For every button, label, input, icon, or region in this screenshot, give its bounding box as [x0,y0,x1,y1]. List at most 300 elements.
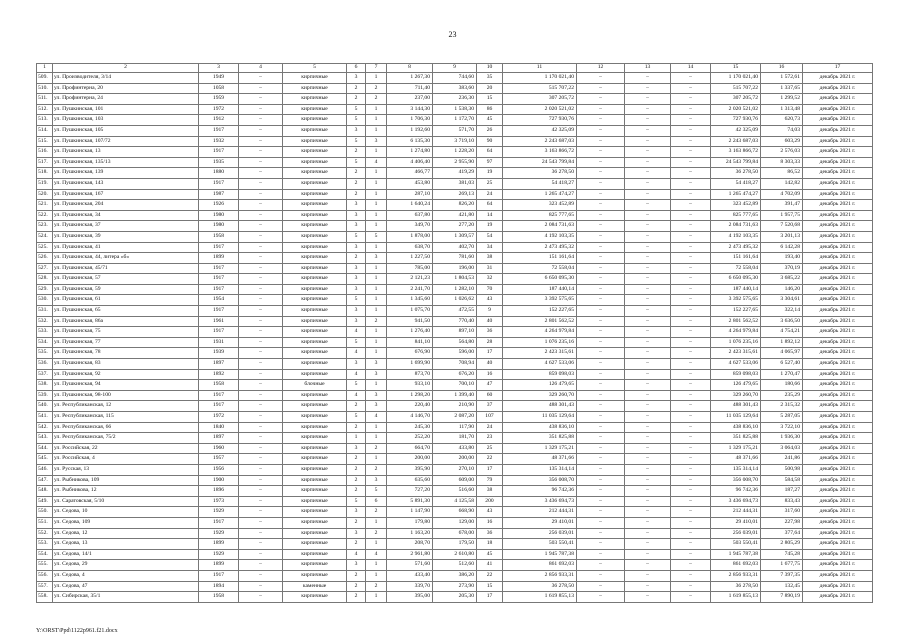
table-cell: – [625,348,671,359]
table-cell: 1917 [199,178,239,189]
table-cell: – [671,507,711,518]
table-cell: 323 452,89 [503,200,577,211]
table-cell: 511. [37,94,53,105]
table-cell: 825 777,65 [711,210,761,221]
table-cell: 269,13 [433,189,477,200]
table-cell: – [239,401,283,412]
table-cell: – [625,475,671,486]
table-cell: – [671,486,711,497]
table-cell: 2 [347,517,366,528]
table-row [37,496,873,507]
table-cell: 2 [347,147,366,158]
table-cell: 4 146,70 [387,412,433,423]
table-cell: – [625,464,671,475]
table-cell: 277,20 [433,221,477,232]
table-cell: – [625,359,671,370]
table-cell: 541. [37,412,53,423]
column-header: 3 [199,64,239,73]
table-cell: 4 406,40 [387,157,433,168]
table-cell: 1 619 855,13 [503,592,577,603]
table-cell: 187,27 [761,486,803,497]
table-cell: 509. [37,73,53,84]
table-cell: 15 [477,94,503,105]
table-cell: 307 205,72 [711,94,761,105]
table-cell: 558. [37,592,53,603]
table-cell: ул. Пушкинская, 83 [53,359,199,370]
table-cell: кирпичные [283,401,347,412]
table-cell: – [239,253,283,264]
table-cell: 1 075,70 [387,306,433,317]
table-cell: 6 527,40 [761,359,803,370]
table-cell: 31 [477,263,503,274]
table-cell: 97 [477,157,503,168]
table-cell: – [625,401,671,412]
table-cell: 381,03 [433,178,477,189]
table-cell: 2 856 933,31 [503,570,577,581]
table-cell: – [625,337,671,348]
table-cell: 351 825,88 [503,433,577,444]
table-row [37,295,873,306]
table-cell: 512. [37,104,53,115]
table-cell: 126 479,65 [503,380,577,391]
table-cell: 3 [347,507,366,518]
table-cell: 17 [477,348,503,359]
table-cell: 1 076 235,16 [711,337,761,348]
table-cell: – [577,316,625,327]
table-cell: – [577,412,625,423]
table-cell: 22 [477,454,503,465]
table-cell: 14 [477,210,503,221]
table-cell: 3 [366,136,387,147]
table-cell: 1987 [199,189,239,200]
table-cell: 3 [366,401,387,412]
table-cell: 933,10 [387,380,433,391]
table-cell: 1 [366,380,387,391]
table-cell: – [239,147,283,158]
table-row [37,327,873,338]
table-cell: 1 [366,178,387,189]
table-cell: ул. Пушкинская, 98-100 [53,390,199,401]
table-cell: ул. Пушкинская, 61 [53,295,199,306]
table-cell: 1 [366,422,387,433]
table-cell: 90 [477,136,503,147]
table-cell: – [577,200,625,211]
table-cell: 322,14 [761,306,803,317]
table-cell: 2 [366,316,387,327]
table-cell: 339,70 [387,581,433,592]
table-cell: 2 423 315,61 [711,348,761,359]
table-cell: 1 [366,348,387,359]
table-cell: 36 278,50 [711,581,761,592]
table-row [37,486,873,497]
table-cell: – [239,390,283,401]
table-cell: 873,70 [387,369,433,380]
table-cell: 5 [347,337,366,348]
table-cell: кирпичные [283,231,347,242]
table-cell: 1 276,40 [387,327,433,338]
table-cell: кирпичные [283,443,347,454]
table-cell: ул. Пушкинская, 92 [53,369,199,380]
table-row [37,549,873,560]
table-cell: декабрь 2021 г. [803,401,873,412]
table-cell: 152 227,65 [711,306,761,317]
table-cell: – [239,136,283,147]
table-cell: 2 [347,83,366,94]
table-cell: 36 278,50 [503,581,577,592]
table-cell: – [239,380,283,391]
table-cell: – [671,316,711,327]
table-cell: 135 314,14 [711,464,761,475]
table-cell: – [577,147,625,158]
table-cell: 1956 [199,464,239,475]
table-cell: 2 805,29 [761,539,803,550]
table-cell: – [577,295,625,306]
table-cell: 564,80 [433,337,477,348]
table-cell: 676,20 [433,369,477,380]
table-cell: – [577,274,625,285]
table-cell: 1 [366,454,387,465]
table-cell: ул. Республиканская, 66 [53,422,199,433]
table-cell: кирпичные [283,104,347,115]
table-cell: ул. Рыбникова, 109 [53,475,199,486]
table-cell: – [625,592,671,603]
table-row [37,284,873,295]
table-cell: 1899 [199,253,239,264]
table-row [37,83,873,94]
table-row [37,539,873,550]
table-cell: 107 [477,412,503,423]
table-cell: 1894 [199,581,239,592]
table-cell: 2 315,32 [761,401,803,412]
table-cell: 678,00 [433,528,477,539]
table-cell: ул. Республиканская, 115 [53,412,199,423]
table-cell: 1 [366,327,387,338]
table-row [37,263,873,274]
table-cell: 64 [477,200,503,211]
table-cell: 1958 [199,380,239,391]
table-row [37,433,873,444]
table-cell: 545. [37,454,53,465]
table-cell: 241,86 [761,454,803,465]
table-cell: 2 [347,592,366,603]
column-header: 13 [625,64,671,73]
table-cell: 1896 [199,486,239,497]
table-cell: – [671,592,711,603]
table-cell: – [671,454,711,465]
table-cell: 19 [477,221,503,232]
table-cell: декабрь 2021 г. [803,475,873,486]
table-cell: 1 619 855,13 [711,592,761,603]
table-cell: 897,10 [433,327,477,338]
table-cell: 1 [366,263,387,274]
table-cell: – [625,327,671,338]
table-cell: – [625,496,671,507]
table-cell: – [577,581,625,592]
column-header: 7 [366,64,387,73]
table-cell: декабрь 2021 г. [803,115,873,126]
table-cell: ул. Седова, 109 [53,517,199,528]
table-cell: декабрь 2021 г. [803,94,873,105]
table-cell: – [239,348,283,359]
table-cell: – [671,348,711,359]
table-cell: 1 329 175,21 [711,443,761,454]
table-cell: 329 260,70 [711,390,761,401]
table-cell: 516. [37,147,53,158]
table-cell: 1 957,75 [761,210,803,221]
table-cell: 529. [37,284,53,295]
table-cell: – [671,327,711,338]
table-cell: декабрь 2021 г. [803,454,873,465]
table-cell: декабрь 2021 г. [803,147,873,158]
table-cell: 488 301,43 [711,401,761,412]
table-cell: ул. Пушкинская, 77 [53,337,199,348]
column-header: 16 [761,64,803,73]
table-cell: 841,10 [387,337,433,348]
table-row [37,115,873,126]
table-cell: ул. Русская, 13 [53,464,199,475]
table-cell: 533. [37,327,53,338]
table-cell: 1917 [199,242,239,253]
table-cell: 24 543 799,84 [711,157,761,168]
table-cell: 17 [477,592,503,603]
table-cell: 540. [37,401,53,412]
table-cell: 2 [366,443,387,454]
table-cell: 2 [347,570,366,581]
table-cell: – [239,517,283,528]
table-cell: ул. Российская, 22 [53,443,199,454]
table-cell: 72 558,04 [503,263,577,274]
table-cell: – [625,178,671,189]
table-cell: декабрь 2021 г. [803,422,873,433]
table-cell: – [625,570,671,581]
table-cell: 770,40 [433,316,477,327]
table-cell: 356 008,70 [711,475,761,486]
table-cell: 3 [347,242,366,253]
table-cell: 3 685,22 [761,274,803,285]
table-cell: 1897 [199,433,239,444]
table-cell: 36 [477,327,503,338]
column-header: 5 [283,64,347,73]
table-cell: – [577,73,625,84]
table-cell: кирпичные [283,539,347,550]
document-path: Y:\ORST\Ppd\1122p961.f21.docx [36,628,118,634]
table-cell: – [671,549,711,560]
table-cell: 38 [477,253,503,264]
table-cell: – [625,125,671,136]
table-cell: 16 [477,369,503,380]
table-cell: 520. [37,189,53,200]
table-cell: 5 [347,380,366,391]
table-cell: – [625,263,671,274]
table-cell: 544. [37,443,53,454]
table-row [37,94,873,105]
table-cell: 1926 [199,200,239,211]
page-number: 23 [448,30,457,39]
table-cell: 518. [37,168,53,179]
table-cell: 391,47 [761,200,803,211]
table-cell: 252,20 [387,433,433,444]
table-cell: – [671,178,711,189]
table-cell: декабрь 2021 г. [803,263,873,274]
table-cell: 557. [37,581,53,592]
table-cell: 54 418,27 [503,178,577,189]
table-cell: ул. Профинтерна, 24 [53,94,199,105]
table-cell: 79 [477,475,503,486]
table-cell: – [577,549,625,560]
table-cell: 1 192,60 [387,125,433,136]
table-cell: – [239,157,283,168]
table-cell: 34 [477,242,503,253]
table-cell: – [625,115,671,126]
table-cell: 42 325,09 [711,125,761,136]
table-cell: – [577,253,625,264]
table-cell: 1957 [199,454,239,465]
table-row [37,337,873,348]
table-cell: ул. Седова, 12 [53,528,199,539]
table-cell: 23 [477,433,503,444]
table-cell: 32 [477,274,503,285]
table-cell: 1 267,30 [387,73,433,84]
table-cell: 1 399,40 [433,390,477,401]
table-cell: 4 [347,327,366,338]
table-cell: 5 [366,231,387,242]
table-cell: 2 [366,83,387,94]
table-cell: 1 345,60 [387,295,433,306]
table-cell: – [577,221,625,232]
table-cell: – [671,475,711,486]
table-cell: ул. Пушкинская, 41 [53,242,199,253]
table-row [37,157,873,168]
table-cell: 1 [366,189,387,200]
table-cell: – [625,295,671,306]
table-cell: 513. [37,115,53,126]
table-cell: ул. Пушкинская, 139 [53,168,199,179]
table-cell: кирпичные [283,263,347,274]
table-cell: 36 [477,528,503,539]
table-cell: 711,40 [387,83,433,94]
table-cell: 676,90 [387,348,433,359]
table-cell: – [239,178,283,189]
table-cell: 5 [347,115,366,126]
table-cell: – [671,242,711,253]
table-cell: – [625,486,671,497]
table-cell: декабрь 2021 г. [803,443,873,454]
table-cell: – [625,380,671,391]
table-cell: ул. Седова, 47 [53,581,199,592]
table-cell: – [239,507,283,518]
table-cell: – [577,284,625,295]
table-row [37,560,873,571]
table-cell: – [625,168,671,179]
table-cell: – [625,253,671,264]
table-cell: 2 856 933,31 [711,570,761,581]
table-cell: кирпичные [283,210,347,221]
table-cell: – [239,306,283,317]
table-cell: 208,70 [387,539,433,550]
table-cell: – [577,570,625,581]
table-cell: 1960 [199,443,239,454]
table-cell: 466,77 [387,168,433,179]
table-cell: кирпичные [283,136,347,147]
table-cell: – [625,221,671,232]
table-cell: кирпичные [283,570,347,581]
table-cell: 4 [347,369,366,380]
table-cell: 514. [37,125,53,136]
table-cell: – [577,104,625,115]
table-cell: декабрь 2021 г. [803,200,873,211]
table-cell: декабрь 2021 г. [803,242,873,253]
table-cell: ул. Пушкинская, 65 [53,306,199,317]
table-cell: 5 [347,496,366,507]
table-cell: – [671,390,711,401]
table-cell: 1 170 021,40 [711,73,761,84]
table-cell: – [625,539,671,550]
table-cell: 826,20 [433,200,477,211]
table-cell: – [239,581,283,592]
table-cell: 1 337,65 [761,83,803,94]
table-cell: 22 [477,570,503,581]
table-cell: – [671,560,711,571]
table-cell: 132,45 [761,581,803,592]
table-row [37,274,873,285]
table-cell: 1959 [199,94,239,105]
table-cell: кирпичные [283,306,347,317]
table-cell: – [671,200,711,211]
table-cell: 2 020 521,02 [503,104,577,115]
table-cell: 19 [477,168,503,179]
table-cell: 29 410,01 [711,517,761,528]
table-cell: – [671,147,711,158]
table-cell: декабрь 2021 г. [803,369,873,380]
table-cell: – [239,221,283,232]
table-cell: кирпичные [283,517,347,528]
table-cell: 212 444,31 [711,507,761,518]
table-cell: 36 278,50 [503,168,577,179]
table-cell: 8 303,33 [761,157,803,168]
table-cell: 1 945 787,38 [503,549,577,560]
column-header: 8 [387,64,433,73]
table-cell: 43 [477,507,503,518]
table-cell: 1929 [199,549,239,560]
table-cell: – [625,517,671,528]
table-cell: – [239,168,283,179]
table-cell: – [239,73,283,84]
table-cell: 2 961,80 [387,549,433,560]
table-cell: 18 [477,539,503,550]
table-cell: 1958 [199,231,239,242]
table-cell: 2 [347,422,366,433]
table-cell: 525. [37,242,53,253]
table-cell: 4 627 533,06 [503,359,577,370]
table-cell: 1 313,48 [761,104,803,115]
table-cell: кирпичные [283,549,347,560]
table-cell: – [671,221,711,232]
table-cell: ул. Республиканская, 75/2 [53,433,199,444]
table-cell: 521. [37,200,53,211]
table-cell: ул. Рыбникова, 12 [53,486,199,497]
table-cell: 96 742,36 [711,486,761,497]
table-cell: 72 558,04 [711,263,761,274]
table-cell: 2 [347,168,366,179]
table-cell: 1961 [199,316,239,327]
table-cell: декабрь 2021 г. [803,210,873,221]
table-cell: 4 627 533,06 [711,359,761,370]
table-cell: 3 [347,284,366,295]
table-cell: ул. Пушкинская, 75 [53,327,199,338]
table-cell: 1840 [199,422,239,433]
table-cell: 187 440,14 [711,284,761,295]
table-cell: – [577,401,625,412]
